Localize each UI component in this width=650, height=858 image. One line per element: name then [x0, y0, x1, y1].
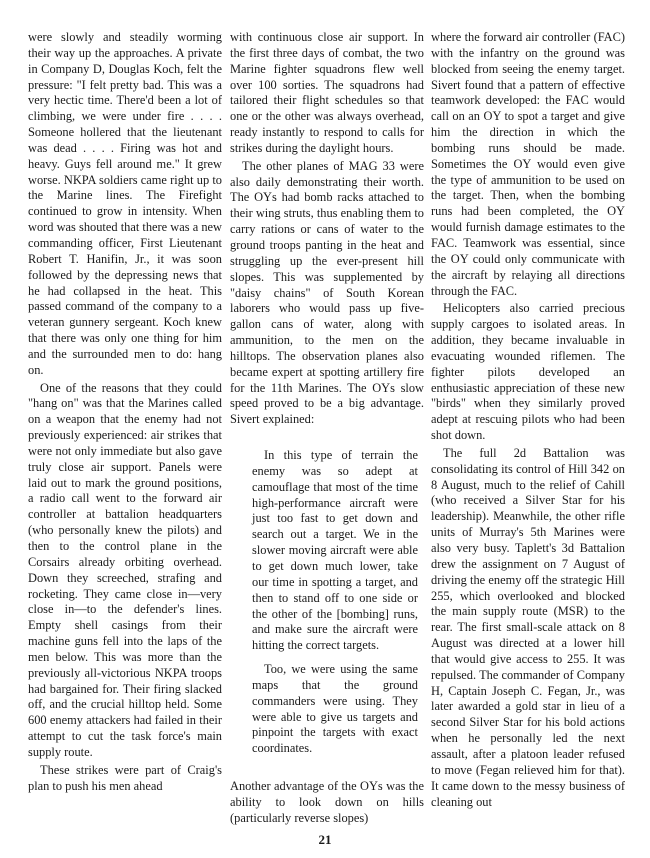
quote-paragraph: In this type of terrain the enemy was so adept at camouflage that most of the time high-performance aircraft were just too fast to get down and search out a target. We in the slower moving aircraft were able to get down much lower, take our time in spotting a target, and then to stand off to one side or the other of the [bombing] runs, and make sure the aircraft were hitting the correct targets. [252, 448, 418, 653]
paragraph: with continuous close air support. In the first three days of combat, the two Marine fighter squadrons flew well over 100 sorties. The squadrons had tailored their flight schedules so that one or the other was always overhead, ready instantly to respond to calls for strikes during the daylight hours. [230, 30, 424, 155]
paragraph: The full 2d Battalion was consolidating its control of Hill 342 on 8 August, much to the relief of Cahill (who received a Silver Star for his leadership). Meanwhile, the other rifle units of Murray's 5th Marines were also very busy. Taplett's 3d Battalion drew the assignment on 7 August of driving the enemy off the strategic Hill 255, which overlooked and blocked the main supply route (MSR) to the rear. The first small-scale attack on 8 August was directed at a lower hill that would give access to 255. It was repulsed. The commander of Company H, Captain Joseph C. Fegan, Jr., was later awarded a gold star in lieu of a second Silver Star for his bold actions when he personally led the next assault, after a platoon leader refused to move (Fegan relieved him for that). It came down to the messy business of cleaning out [431, 445, 625, 809]
text-column-left [28, 30, 222, 795]
paragraph: Another advantage of the OYs was the ability to look down on hills (particularly reverse slopes) [230, 779, 424, 825]
page-number: 21 [318, 832, 332, 847]
text-column-right [431, 30, 625, 810]
paragraph: One of the reasons that they could "hang on" was that the Marines called on a weapon that the enemy had not previously experienced: air strikes that were not only immediate but also gave truly close air support. Panels were laid out to mark the ground positions, a radio call went to the forward air controller at battalion headquarters (who personally knew the pilots) and then to the control plane in the Corsairs already orbiting overhead. Down they screeched, strafing and rocketing. They came close in—very close in—to the defender's lines. Empty shell casings from their machine guns fell into the laps of the men below. This was more than the previously all-victorious NKPA troops had bargained for. Their firing slacked off, and the crucial hilltop held. Some 600 enemy attackers had failed in their attempt to cut the task force's main supply route. [28, 380, 222, 759]
text-column-middle [230, 30, 424, 827]
paragraph: were slowly and steadily worming their way up the approaches. A private in Company D, Douglas Koch, felt the pressure: "I felt pretty bad. This was a very hectic time. There'd been a lot of climbing, we were under fire . . . . Someone hollered that the lieutenant was dead . . . . Firing was hot and heavy. Guys fell around me." It grew worse. NKPA soldiers came right up to the Marine lines. The Firefight continued to grow in intensity. When word was shouted that there was a new commanding officer, First Lieutenant Robert T. Hanifin, Jr., it was soon followed by the depressing news that he had collapsed in the heat. This passed command of the company to a veteran gunnery sergeant. Koch knew that there was only one thing for him and the surrounded men to do: hang on. [28, 30, 222, 377]
paragraph: Helicopters also carried precious supply cargoes to isolated areas. In addition, they became invaluable in evacuating wounded riflemen. The fighter pilots developed an enthusiastic appreciation of these new "birds" when they similarly proved adept at rescuing pilots who had been shot down. [431, 301, 625, 443]
paragraph: where the forward air controller (FAC) with the infantry on the ground was blocked from seeing the enemy target. Sivert found that a pattern of effective teamwork developed: the FAC would call on an OY to spot a target and give him the direction in which the bombing runs should be made. Sometimes the OY would even give the type of ammunition to be used on the target. Then, when the bombing runs had been completed, the OY would furnish damage estimates to the FAC. Teamwork was essential, since the OY could only communicate with the aircraft by relaying all directions through the FAC. [431, 30, 625, 298]
paragraph: These strikes were part of Craig's plan to push his men ahead [28, 762, 222, 793]
quote-paragraph: Too, we were using the same maps that the ground commanders were using. They were able to give us targets and pinpoint the targets with exact coordinates. [252, 662, 418, 756]
block-quote [252, 448, 418, 757]
paragraph: The other planes of MAG 33 were also daily demonstrating their worth. The OYs had bomb racks attached to their wing struts, thus enabling them to carry rations or cans of water to the ground troops panting in the heat and struggling up the ever-present hill slopes. This was supplemented by "daisy chains" of South Korean laborers who would pass up five-gallon cans of water, along with ammunition, to the men on the hilltops. The observation planes also became expert at spotting artillery fire for the 11th Marines. The OYs slow speed proved to be a big advantage. Sivert explained: [230, 158, 424, 427]
